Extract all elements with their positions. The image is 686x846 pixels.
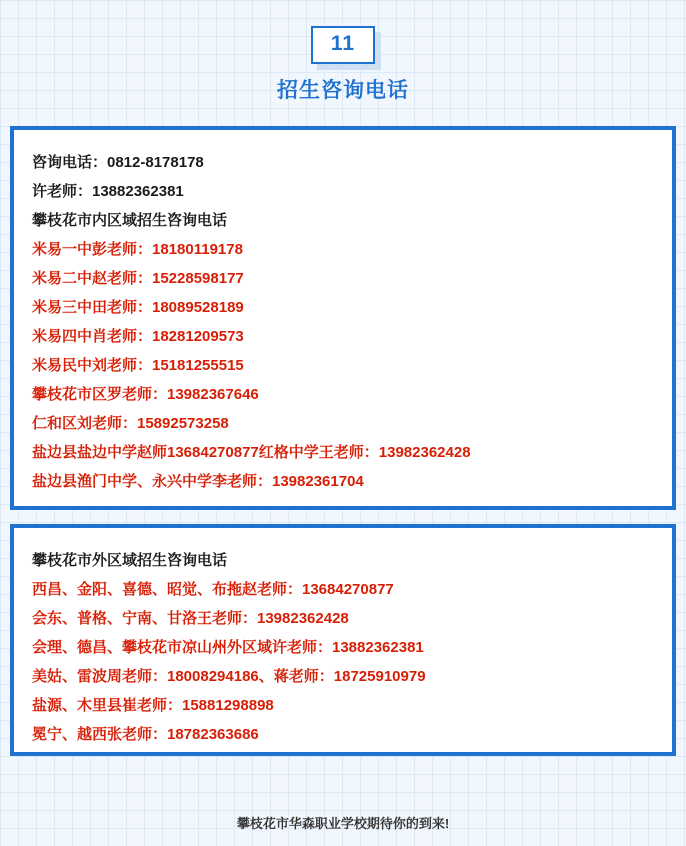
contact-list-outside bbox=[32, 546, 654, 749]
contact-line: 盐源、木里县崔老师：15881298898 bbox=[32, 697, 274, 715]
section-number-badge bbox=[311, 26, 375, 64]
contact-line: 美姑、雷波周老师：18008294186、蒋老师：18725910979 bbox=[32, 668, 426, 686]
contact-line: 米易民中刘老师：15181255515 bbox=[32, 357, 244, 375]
page-header bbox=[0, 0, 686, 104]
contact-line: 仁和区刘老师：15892573258 bbox=[32, 415, 229, 433]
contact-line: 盐边县盐边中学赵师13684270877红格中学王老师：13982362428 bbox=[32, 444, 471, 462]
contact-line: 会东、普格、宁南、甘洛王老师：13982362428 bbox=[32, 610, 349, 628]
contact-line: 西昌、金阳、喜德、昭觉、布拖赵老师：13684270877 bbox=[32, 581, 394, 599]
contact-list-local bbox=[32, 148, 654, 496]
contact-line: 米易四中肖老师：18281209573 bbox=[32, 328, 244, 346]
contact-line: 会理、德昌、攀枝花市凉山州外区域许老师：13882362381 bbox=[32, 639, 424, 657]
contact-card-outside bbox=[10, 524, 676, 756]
contact-line: 攀枝花市区罗老师：13982367646 bbox=[32, 386, 259, 404]
contact-line: 攀枝花市内区域招生咨询电话 bbox=[32, 212, 228, 230]
contact-line: 咨询电话：0812-8178178 bbox=[32, 154, 204, 172]
contact-line: 冕宁、越西张老师：18782363686 bbox=[32, 726, 259, 744]
contact-line: 米易三中田老师：18089528189 bbox=[32, 299, 244, 317]
page-title: 招生咨询电话 bbox=[277, 79, 409, 103]
contact-line: 米易一中彭老师：18180119178 bbox=[32, 241, 243, 259]
contact-card-local bbox=[10, 126, 676, 510]
contact-line: 攀枝花市外区域招生咨询电话 bbox=[32, 552, 228, 570]
contact-line: 盐边县渔门中学、永兴中学李老师：13982361704 bbox=[32, 473, 364, 491]
contact-line: 许老师：13882362381 bbox=[32, 183, 184, 201]
badge-number: 11 bbox=[311, 26, 375, 64]
footer-note: 攀枝花市华森职业学校期待你的到来! bbox=[236, 816, 450, 831]
contact-line: 米易二中赵老师：15228598177 bbox=[32, 270, 244, 288]
